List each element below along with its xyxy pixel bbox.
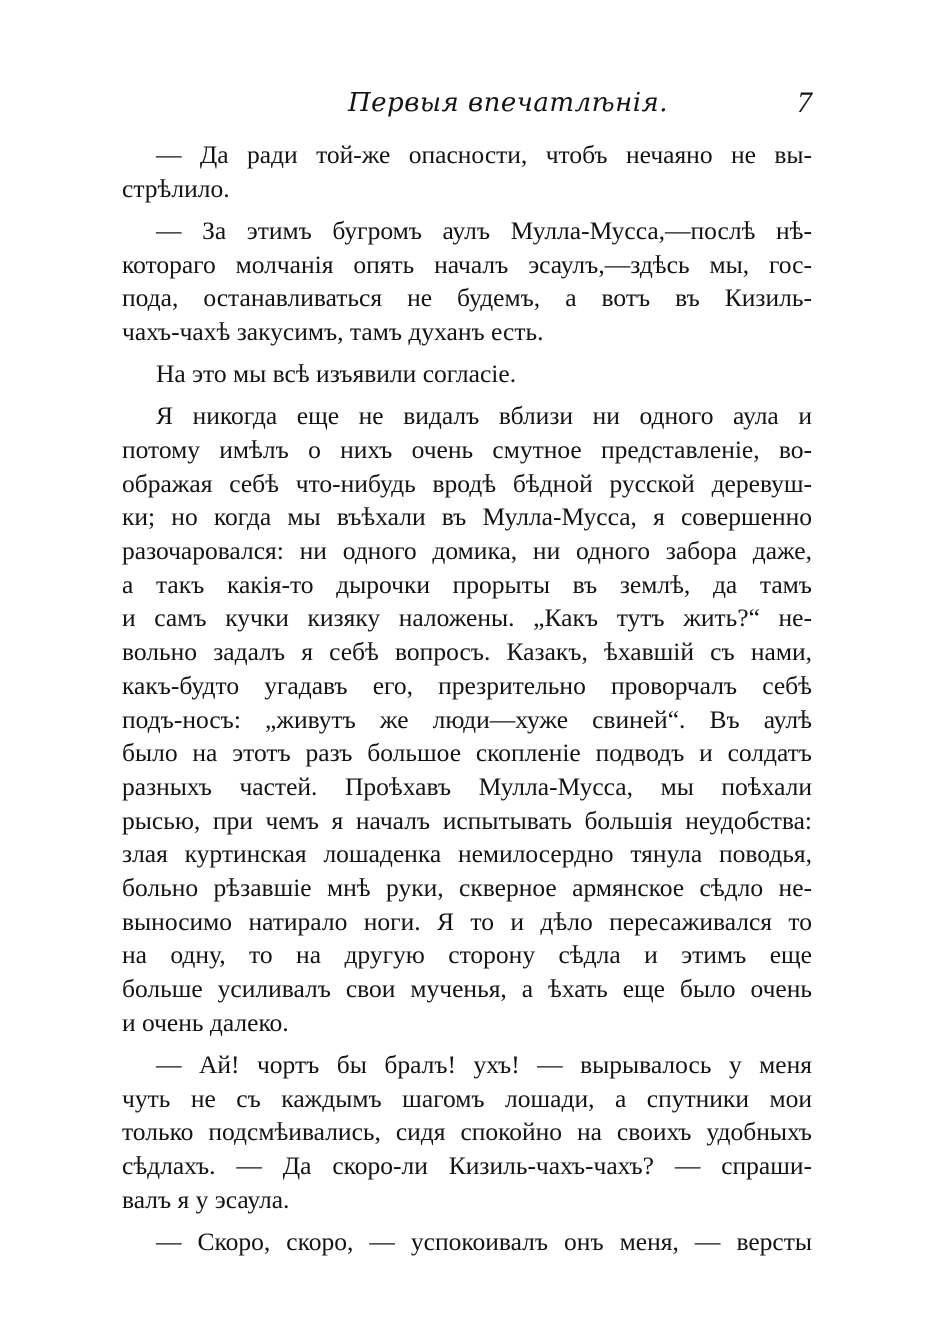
text-line: и очень далеко.: [122, 1007, 289, 1037]
text-line: чахъ-чахѣ закусимъ, тамъ духанъ есть.: [122, 316, 544, 346]
text-line: Я никогда еще не видалъ вблизи ни одного аула и: [156, 401, 812, 431]
text-line: больно рѣзавшіе мнѣ руки, скверное армянское сѣдло не-: [122, 872, 812, 902]
text-line: стрѣлило.: [122, 173, 230, 203]
paragraph-agreement: [122, 357, 812, 391]
paragraph-dialogue-4: [122, 1225, 812, 1259]
running-head: [122, 80, 812, 126]
text-line: потому имѣлъ о нихъ очень смутное представленіе, во-: [122, 435, 812, 464]
running-title: Первыя впечатлѣнія.: [348, 88, 669, 118]
text-line: вольно задалъ я себѣ вопросъ. Казакъ, ѣхавшій съ нами,: [122, 637, 812, 667]
text-line: — Да ради той-же опасности, чтобъ нечаяно не вы-: [156, 140, 812, 169]
page-number: 7: [797, 86, 812, 119]
text-line: а такъ какія-то дырочки прорыты въ землѣ, да тамъ: [122, 569, 812, 599]
text-line: пода, останавливаться не будемъ, а вотъ въ Кизиль-: [122, 283, 812, 313]
text-line: ки; но когда мы въѣхали въ Мулла-Мусса, я совершенно: [122, 502, 812, 532]
text-line: валъ я у эсаула.: [122, 1184, 290, 1214]
text-line: на одну, то на другую сторону сѣдла и этимъ еще: [122, 940, 812, 970]
text-line: сѣдлахъ. — Да скоро-ли Кизиль-чахъ-чахъ? — спраши-: [122, 1150, 812, 1180]
text-line: какъ-будто угадавъ его, презрительно проворчалъ себѣ: [122, 670, 812, 700]
text-line: — Скоро, скоро, — успокоивалъ онъ меня, — версты: [156, 1226, 812, 1256]
text-line: выносимо натирало ноги. Я то и дѣло пересаживался то: [122, 906, 812, 936]
paragraph-dialogue-3: [122, 1048, 812, 1216]
paragraph-narrative: [122, 399, 812, 1039]
text-line: — За этимъ бугромъ аулъ Мулла-Мусса,—послѣ нѣ-: [156, 215, 812, 245]
text-line: разныхъ частей. Проѣхавъ Мулла-Мусса, мы поѣхали: [122, 771, 812, 801]
text-line: разочаровался: ни одного домика, ни одного забора даже,: [122, 536, 812, 566]
body-text: [122, 138, 812, 1267]
text-line: и самъ кучки кизяку наложены. „Какъ тутъ жить?“ не-: [122, 603, 812, 633]
text-line: — Ай! чортъ бы бралъ! ухъ! — вырывалось у меня: [156, 1049, 812, 1079]
text-line: больше усиливалъ свои мученья, а ѣхать еще было очень: [122, 974, 812, 1003]
text-line: было на этотъ разъ большое скопленіе подводъ и солдатъ: [122, 738, 812, 768]
text-line: На это мы всѣ изъявили согласіе.: [156, 359, 517, 389]
text-line: ображая себѣ что-нибудь вродѣ бѣдной русской деревуш-: [122, 468, 812, 498]
text-line: только подсмѣивались, сидя спокойно на своихъ удобныхъ: [122, 1117, 812, 1147]
text-line: злая куртинская лошаденка немилосердно тянула поводья,: [122, 839, 812, 869]
text-line: рысью, при чемъ я началъ испытывать большія неудобства:: [122, 805, 812, 835]
text-line: котораго молчанія опять началъ эсаулъ,—здѣсь мы, гос-: [122, 249, 812, 279]
paragraph-dialogue-2: [122, 214, 812, 349]
text-line: чуть не съ каждымъ шагомъ лошади, а спутники мои: [122, 1083, 812, 1113]
text-line: подъ-носъ: „живутъ же люди—хуже свиней“. Въ аулѣ: [122, 704, 812, 734]
paragraph-dialogue-1: [122, 138, 812, 205]
